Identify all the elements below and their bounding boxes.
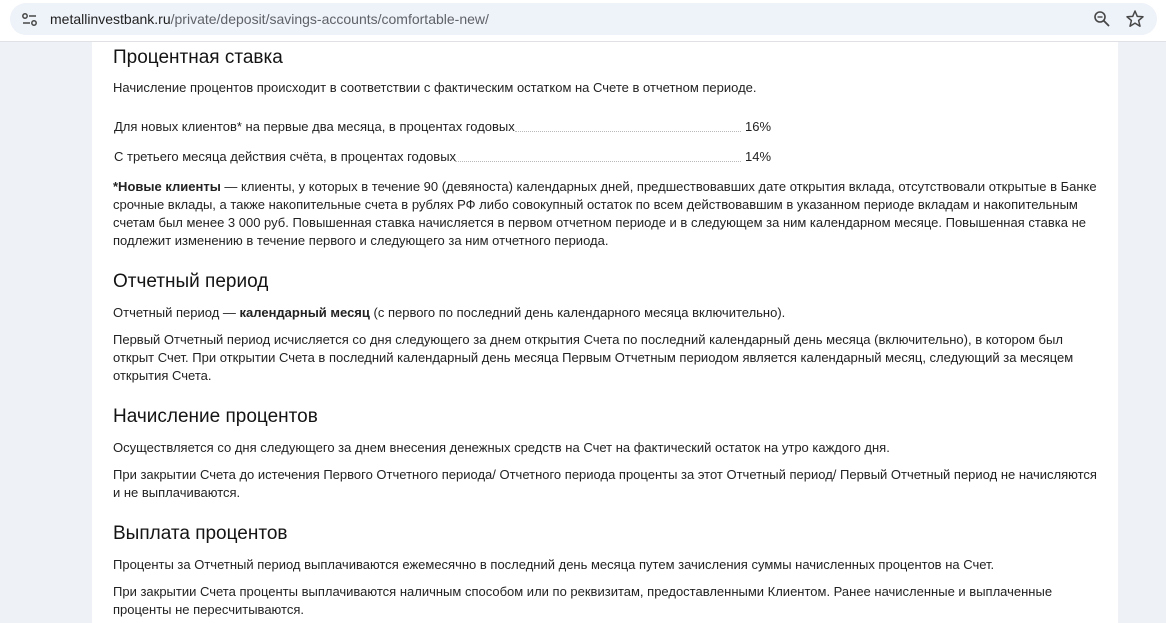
interest-rate-intro: Начисление процентов происходит в соответствии с фактическим остатком на Счете в отчетном периоде. — [113, 80, 757, 95]
definition-bold: календарный месяц — [239, 305, 370, 320]
accrual-text-1: Осуществляется со дня следующего за днем внесения денежных средств на Счет на фактический остаток на утро каждого дня. — [113, 440, 890, 455]
url-path: /private/deposit/savings-accounts/comfortable-new/ — [170, 11, 489, 27]
rate-label: Для новых клиентов* на первые два месяца, в процентах годовых — [114, 119, 515, 134]
rate-value: 14% — [745, 149, 772, 164]
reporting-period-heading: Отчетный период — [113, 271, 269, 292]
rate-row-new-clients — [113, 118, 793, 136]
dotted-leader — [455, 161, 741, 162]
reporting-period-definition — [113, 304, 1098, 322]
payment-heading: Выплата процентов — [113, 523, 288, 544]
footnote-text: — клиенты, у которых в течение 90 (девяноста) календарных дней, предшествовавших дате открытия вклада, отсутствовали открытые в Банке срочные вклады, а также накопительные счета в рублях РФ либо совокупный остаток по всем действовавшим в указанном периоде вкладам и накопительным счетам был менее 3 000 руб. Повышенная ставка начисляется в первом отчетном периоде и в следующем за ним календарном месяце. Повышенная ставка не подлежит изменению в течение первого и следующего за ним отчетного периода. — [113, 179, 1097, 248]
rate-value: 16% — [745, 119, 772, 134]
site-info-icon[interactable] — [21, 11, 38, 28]
rate-label: С третьего месяца действия счёта, в процентах годовых — [114, 149, 457, 164]
definition-end: (с первого по последний день календарного месяца включительно). — [369, 305, 786, 320]
browser-toolbar — [0, 0, 1166, 42]
page-content — [92, 42, 1118, 623]
url-text[interactable] — [50, 11, 489, 28]
new-clients-footnote — [113, 178, 1098, 250]
definition-start: Отчетный период — — [113, 305, 240, 320]
bookmark-star-icon[interactable] — [1125, 9, 1145, 29]
footnote-term: *Новые клиенты — [113, 179, 221, 194]
accrual-heading: Начисление процентов — [113, 406, 318, 427]
interest-rate-heading: Процентная ставка — [113, 47, 283, 68]
first-period-text: Первый Отчетный период исчисляется со дня следующего за днем открытия Счета по последний календарный день месяца (включительно), в котором был открыт Счет. При открытии Счета в последний календарный день месяца Первым Отчетным периодом является календарный месяц, следующий за месяцем открытия Счета. — [113, 332, 1074, 383]
address-bar[interactable] — [10, 3, 1157, 35]
dotted-leader — [515, 131, 741, 132]
zoom-icon[interactable] — [1093, 10, 1111, 28]
payment-text-1: Проценты за Отчетный период выплачиваются ежемесячно в последний день месяца путем зачисления суммы начисленных процентов на Счет. — [113, 557, 995, 572]
url-host: metallinvestbank.ru — [50, 11, 171, 27]
payment-text-2: При закрытии Счета проценты выплачиваются наличным способом или по реквизитам, предоставленными Клиентом. Ранее начисленные и выплаченные проценты не пересчитываются. — [113, 584, 1053, 617]
accrual-text-2: При закрытии Счета до истечения Первого Отчетного периода/ Отчетного периода проценты за этот Отчетный период/ Первый Отчетный период не начисляются и не выплачиваются. — [113, 467, 1097, 500]
rate-row-third-month — [113, 148, 793, 166]
